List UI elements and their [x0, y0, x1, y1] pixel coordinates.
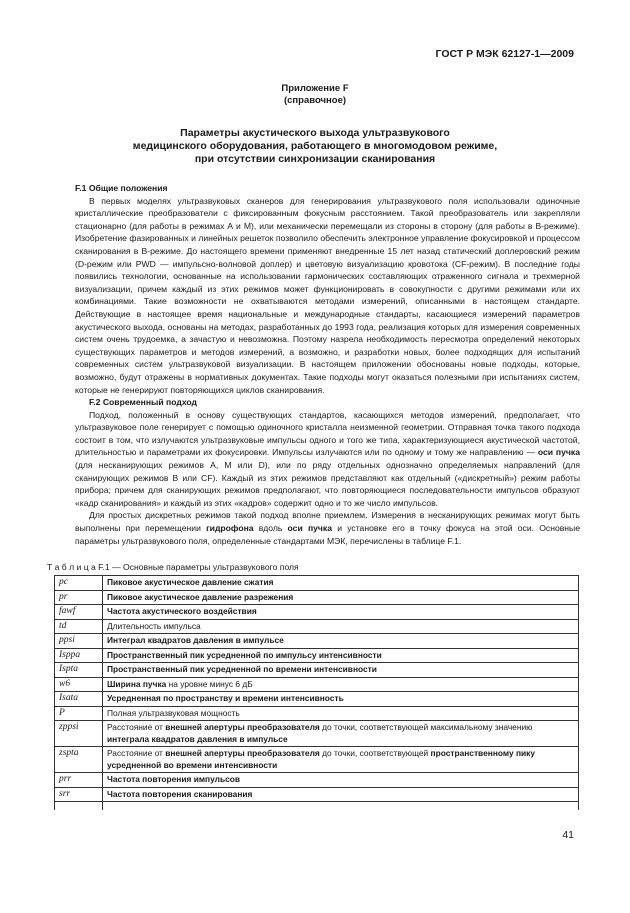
- table-row-continuation: [55, 802, 579, 811]
- section-heading: F.2 Современный подход: [89, 397, 197, 408]
- param-symbol: td: [55, 619, 103, 634]
- empty-cell: [55, 802, 103, 811]
- param-symbol: pc: [55, 576, 103, 591]
- param-description: Пространственный пик усредненной по времени интенсивности: [103, 663, 579, 678]
- page-title: [90, 127, 540, 166]
- table-row: [55, 747, 579, 773]
- param-symbol: Isppa: [55, 648, 103, 663]
- table-row: [55, 706, 579, 721]
- param-description: Интеграл квадратов давления в импульсе: [103, 634, 579, 649]
- title-line: медицинского оборудования, работающего в многомодовом режиме,: [132, 140, 498, 152]
- section-heading: F.1 Общие положения: [75, 183, 168, 193]
- param-description: Частота повторения сканирования: [103, 787, 579, 802]
- param-symbol: zspta: [55, 747, 103, 773]
- param-description: Длительность импульса: [103, 619, 579, 634]
- table-caption: Т а б л и ц а F.1 — Основные параметры ультразвукового поля: [47, 562, 299, 572]
- table-row: [55, 576, 579, 591]
- param-symbol: zppsi: [55, 721, 103, 747]
- paragraph: Для простых дискретных режимов такой подход вполне приемлем. Измерения в несканирующих режимах могут быть выполнены при перемещении гидрофона вдоль оси пучка и установке его в точку фокуса на этой оси. Основные параметры ультразвукового поля, определенные стандартами МЭК, перечислены в таблице F.1.: [75, 510, 580, 546]
- table-row: [55, 677, 579, 692]
- param-description: Расстояние от внешней апертуры преобразователя до точки, соответствующей максимальному значению интеграла квадратов давления в импульсе: [103, 721, 579, 747]
- annex-type: (справочное): [283, 95, 347, 106]
- page-number: 41: [562, 829, 574, 841]
- param-description: Расстояние от внешней апертуры преобразователя до точки, соответствующей пространственному пику усредненной во времени интенсивности: [103, 747, 579, 773]
- paragraph: Подход, положенный в основу существующих стандартов, касающихся методов измерений, предполагает, что ультразвуковое поле генерирует с помощью одиночного кристалла неизменной геометрии. Отправная точка такого подхода состоит в том, что излучаются ультразвуковые импульсы одного и того же типа, характеризующиеся акустической частотой, длительностью и параметрами их фокусировки. Импульсы излучаются или по одному и тому же направлению — оси пучка (для несканирующих режимов А, М или D), или по ряду отдельных однозначно определяемых направлений (для сканирующих режимов В или CF). Каждый из этих режимов представляют как отдельный («дискретный») режим работы прибора; причем для сканирующих режимов предполагают, что повторяющиеся последовательности импульсов образуют «кадр сканирования» и каждый из этих «кадров» содержит одно и то же число импульсов.: [75, 409, 580, 508]
- table-row: [55, 787, 579, 802]
- document-code: ГОСТ Р МЭК 62127-1—2009: [435, 48, 574, 60]
- title-line: при отсутствии синхронизации сканирования: [194, 153, 436, 165]
- annex-label: Приложение F: [281, 83, 349, 94]
- param-description: Пространственный пик усредненной по импульсу интенсивности: [103, 648, 579, 663]
- param-symbol: P: [55, 706, 103, 721]
- param-symbol: ppsi: [55, 634, 103, 649]
- param-symbol: fawf: [55, 605, 103, 620]
- table-row: [55, 590, 579, 605]
- param-description: Полная ультразвуковая мощность: [103, 706, 579, 721]
- table-row: [55, 721, 579, 747]
- param-symbol: w6: [55, 677, 103, 692]
- annex-title: [0, 83, 630, 107]
- title-line: Параметры акустического выхода ультразвукового: [180, 127, 450, 139]
- table-row: [55, 648, 579, 663]
- param-symbol: pr: [55, 590, 103, 605]
- param-description: Частота акустического воздействия: [103, 605, 579, 620]
- table-row: [55, 663, 579, 678]
- param-symbol: srr: [55, 787, 103, 802]
- param-symbol: Ispta: [55, 663, 103, 678]
- param-description: Пиковое акустическое давление сжатия: [103, 576, 579, 591]
- paragraph: В первых моделях ультразвуковых сканеров для генерирования ультразвукового поля использовали одиночные кристаллические преобразователи с фиксированным фокусным расстоянием. Такой преобразователь или закрепляли стационарно (для работы в режимах А и М), или механически перемещали из стороны в сторону (для работы в В-режиме). Изобретение фазированных и линейных решеток позволило обеспечить электронное управление фокусировкой и процессом сканирования в В-режиме. До настоящего времени применяют внедренные 15 лет назад статический доплеровский режим (D-режим или PWD — импульсно-волновой доплер) и цветовую визуализацию кровотока (CF-режим). В последние годы появились технологии, основанные на использовании гармонических составляющих отраженного сигнала и трехмерной визуализации, причем каждый из этих режимов может функционировать в совокупности с другими режимами или их комбинациями. Такие возможности не охватываются методами измерений, описанными в настоящем стандарте. Действующие в настоящее время национальные и международные стандарты, касающиеся измерений параметров акустического выхода, основаны на методах, разработанных до 1993 года, реализация которых для измерения современных систем очень трудоемка, а зачастую и невозможна. Поэтому назрела необходимость пересмотра определений некоторых существующих параметров и методов измерений, а возможно, и разработки новых, более подходящих для испытаний современных систем ультразвуковой визуализации. В настоящем приложении обоснованы новые подходы, которые, возможно, будут отражены в нормативных документах. Такие подходы могут оказаться полезными при испытаниях систем, которые не генерируют повторяющихся циклов сканирования.: [75, 195, 580, 395]
- parameters-table: [54, 575, 579, 810]
- param-description: Пиковое акустическое давление разрежения: [103, 590, 579, 605]
- document-body: [75, 182, 580, 547]
- param-description: Усредненная по пространству и времени интенсивность: [103, 692, 579, 707]
- table-row: [55, 634, 579, 649]
- param-description: Частота повторения импульсов: [103, 773, 579, 788]
- table-row: [55, 692, 579, 707]
- param-description: Ширина пучка на уровне минус 6 дБ: [103, 677, 579, 692]
- empty-cell: [103, 802, 579, 811]
- param-symbol: Isata: [55, 692, 103, 707]
- table-row: [55, 773, 579, 788]
- param-symbol: prr: [55, 773, 103, 788]
- table-row: [55, 605, 579, 620]
- table-row: [55, 619, 579, 634]
